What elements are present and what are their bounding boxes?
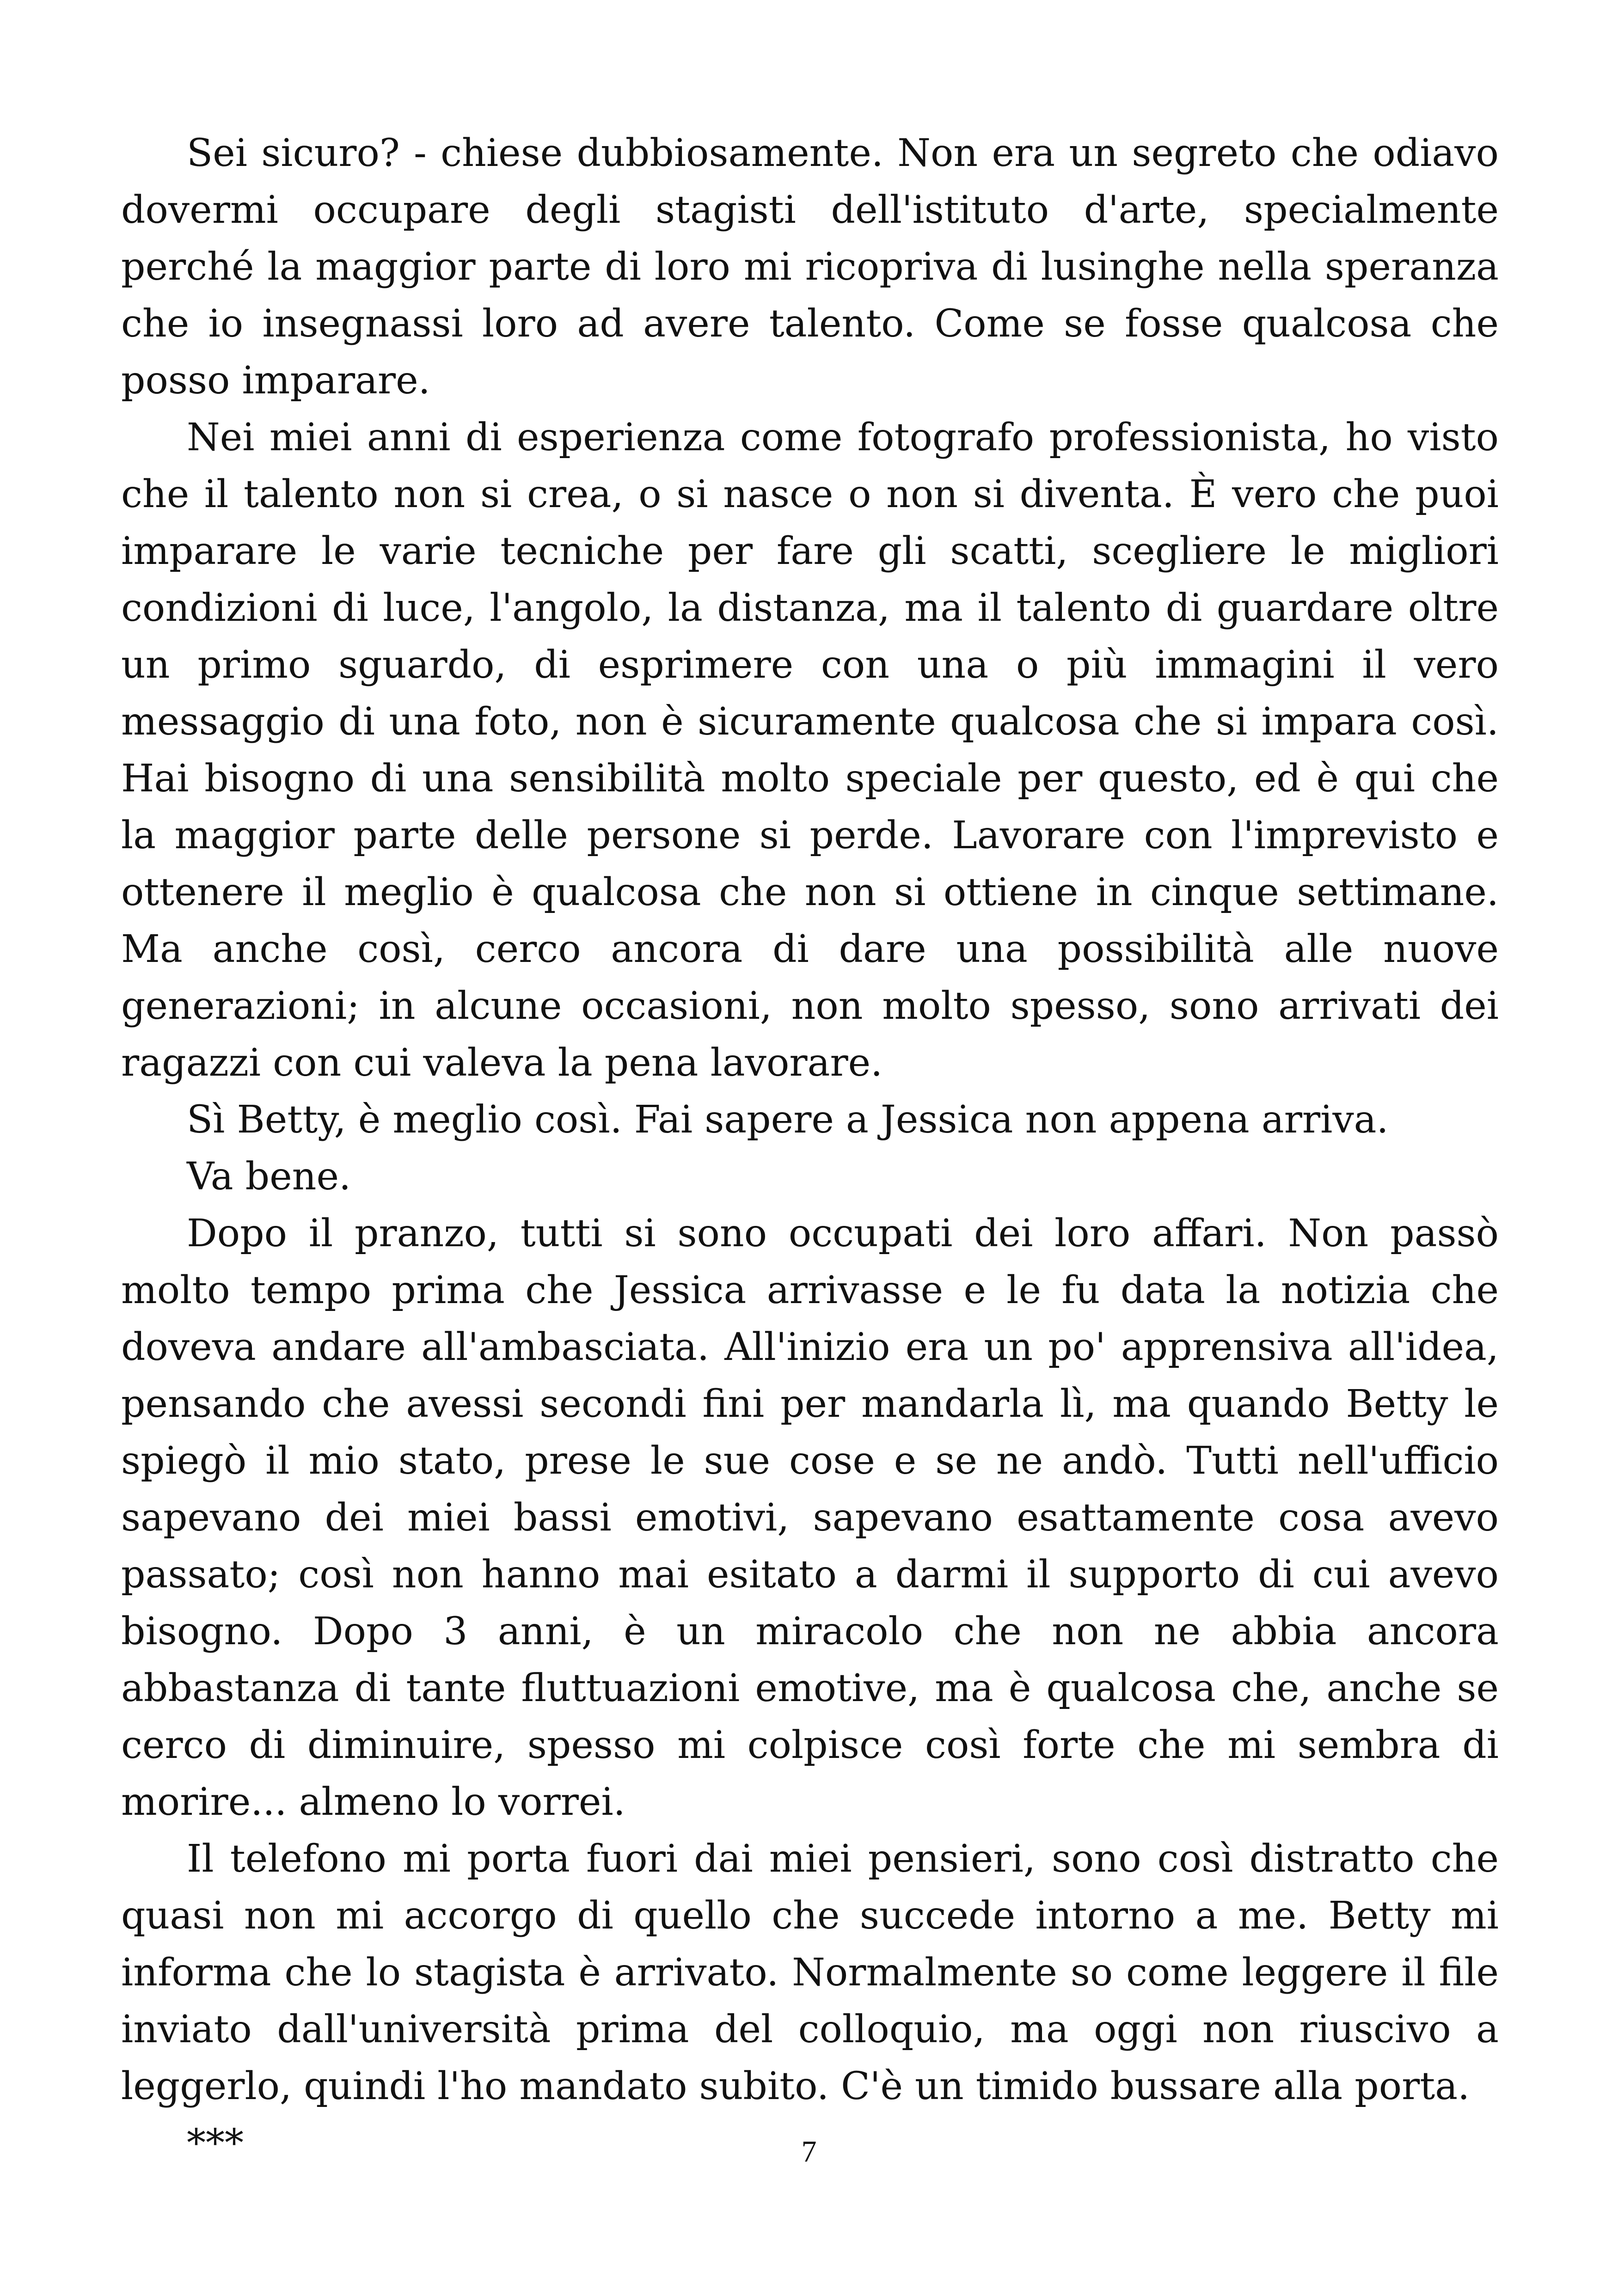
paragraph-2: Nei miei anni di esperienza come fotografo professionista, ho visto che il talento non si crea, o si nasce o non si diventa. È vero che puoi imparare le varie tecniche per fare gli scatti, scegliere le migliori condizioni di luce, l'angolo, la distanza, ma il talento di guardare oltre un primo sguardo, di esprimere con una o più immagini il vero messaggio di una foto, non è sicuramente qualcosa che si impara così. Hai bisogno di una sensibilità molto speciale per questo, ed è qui che la maggior parte delle persone si perde. Lavorare con l'imprevisto e ottenere il meglio è qualcosa che non si ottiene in cinque settimane. Ma anche così, cerco ancora di dare una possibilità alle nuove generazioni; in alcune occasioni, non molto spesso, sono arrivati dei ragazzi con cui valeva la pena lavorare. <box>121 416 1499 1085</box>
section-break: *** <box>187 2121 244 2165</box>
paragraph-6: Il telefono mi porta fuori dai miei pensieri, sono così distratto che quasi non mi accorgo di quello che succede intorno a me. Betty mi informa che lo stagista è arrivato. Normalmente so come leggere il file inviato dall'università prima del colloquio, ma oggi non riuscivo a leggerlo, quindi l'ho mandato subito. C'è un timido bussare alla porta. <box>121 1837 1499 2108</box>
paragraph-1: Sei sicuro? - chiese dubbiosamente. Non era un segreto che odiavo dovermi occupare degli stagisti dell'istituto d'arte, specialmente perché la maggior parte di loro mi ricopriva di lusinghe nella speranza che io insegnassi loro ad avere talento. Come se fosse qualcosa che posso imparare. <box>121 131 1499 403</box>
body-text <box>121 125 1499 2172</box>
paragraph-5: Dopo il pranzo, tutti si sono occupati dei loro affari. Non passò molto tempo prima che Jessica arrivasse e le fu data la notizia che doveva andare all'ambasciata. All'inizio era un po' apprensiva all'idea, pensando che avessi secondi fini per mandarla lì, ma quando Betty le spiegò il mio stato, prese le sue cose e se ne andò. Tutti nell'ufficio sapevano dei miei bassi emotivi, sapevano esattamente cosa avevo passato; così non hanno mai esitato a darmi il supporto di cui avevo bisogno. Dopo 3 anni, è un miracolo che non ne abbia ancora abbastanza di tante fluttuazioni emotive, ma è qualcosa che, anche se cerco di diminuire, spesso mi colpisce così forte che mi sembra di morire... almeno lo vorrei. <box>121 1212 1499 1824</box>
paragraph-4: Va bene. <box>187 1155 351 1199</box>
page-number: 7 <box>801 2135 817 2168</box>
paragraph-3: Sì Betty, è meglio così. Fai sapere a Jessica non appena arriva. <box>187 1098 1389 1142</box>
